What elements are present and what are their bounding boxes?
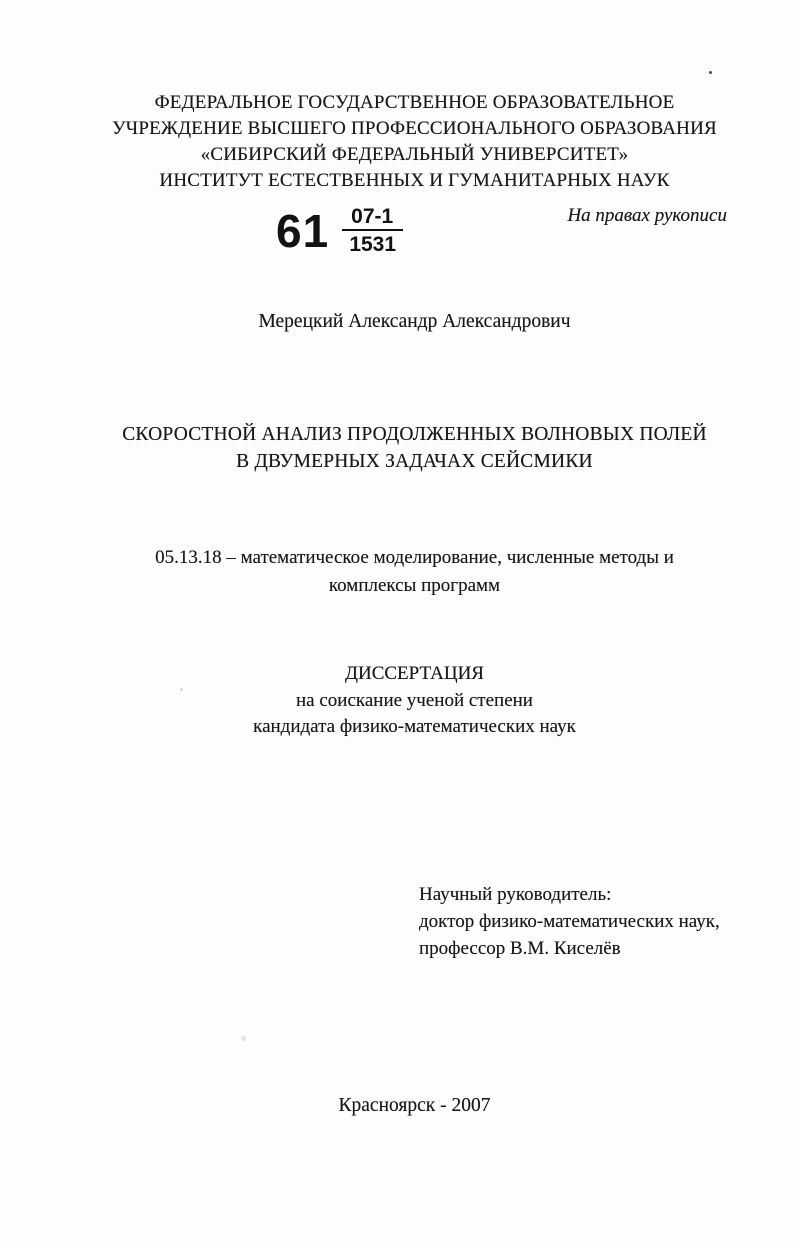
supervisor-block — [419, 881, 720, 962]
title-line: СКОРОСТНОЙ АНАЛИЗ ПРОДОЛЖЕННЫХ ВОЛНОВЫХ ПОЛЕЙ — [122, 424, 707, 445]
scan-speck — [180, 688, 183, 691]
supervisor-line: Научный руководитель: — [419, 884, 612, 905]
institution-line: «СИБИРСКИЙ ФЕДЕРАЛЬНЫЙ УНИВЕРСИТЕТ» — [200, 144, 629, 165]
manuscript-rights-note: На правах рукописи — [567, 205, 727, 226]
dissertation-title — [30, 421, 799, 475]
supervisor-line: профессор В.М. Киселёв — [419, 938, 621, 959]
institution-line: ИНСТИТУТ ЕСТЕСТВЕННЫХ И ГУМАНИТАРНЫХ НАУК — [159, 170, 670, 191]
stamp-code: 61 — [276, 204, 330, 257]
degree-line: кандидата физико-математических наук — [253, 716, 576, 737]
institution-line: ФЕДЕРАЛЬНОЕ ГОСУДАРСТВЕННОЕ ОБРАЗОВАТЕЛЬНОЕ — [154, 92, 675, 113]
city-year-imprint: Красноярск - 2007 — [338, 1095, 491, 1116]
degree-statement — [30, 661, 799, 741]
stamp-numerator: 07-1 — [342, 205, 403, 231]
institution-line: УЧРЕЖДЕНИЕ ВЫСШЕГО ПРОФЕССИОНАЛЬНОГО ОБРАЗОВАНИЯ — [112, 118, 717, 139]
specialty — [30, 544, 799, 600]
degree-line: ДИССЕРТАЦИЯ — [345, 663, 484, 684]
title-line: В ДВУМЕРНЫХ ЗАДАЧАХ СЕЙСМИКИ — [236, 451, 593, 472]
specialty-line: 05.13.18 – математическое моделирование, численные методы и — [155, 547, 674, 568]
degree-line: на соискание ученой степени — [296, 689, 533, 711]
library-stamp — [276, 205, 403, 256]
stamp-fraction — [342, 205, 403, 256]
scan-speck — [241, 1036, 246, 1041]
institution-header — [30, 90, 799, 194]
specialty-line: комплексы программ — [328, 575, 501, 596]
author-name: Мерецкий Александр Александрович — [258, 311, 571, 332]
scan-speck — [709, 71, 712, 74]
stamp-denominator: 1531 — [349, 233, 397, 256]
supervisor-line: доктор физико-математических наук, — [419, 911, 720, 932]
